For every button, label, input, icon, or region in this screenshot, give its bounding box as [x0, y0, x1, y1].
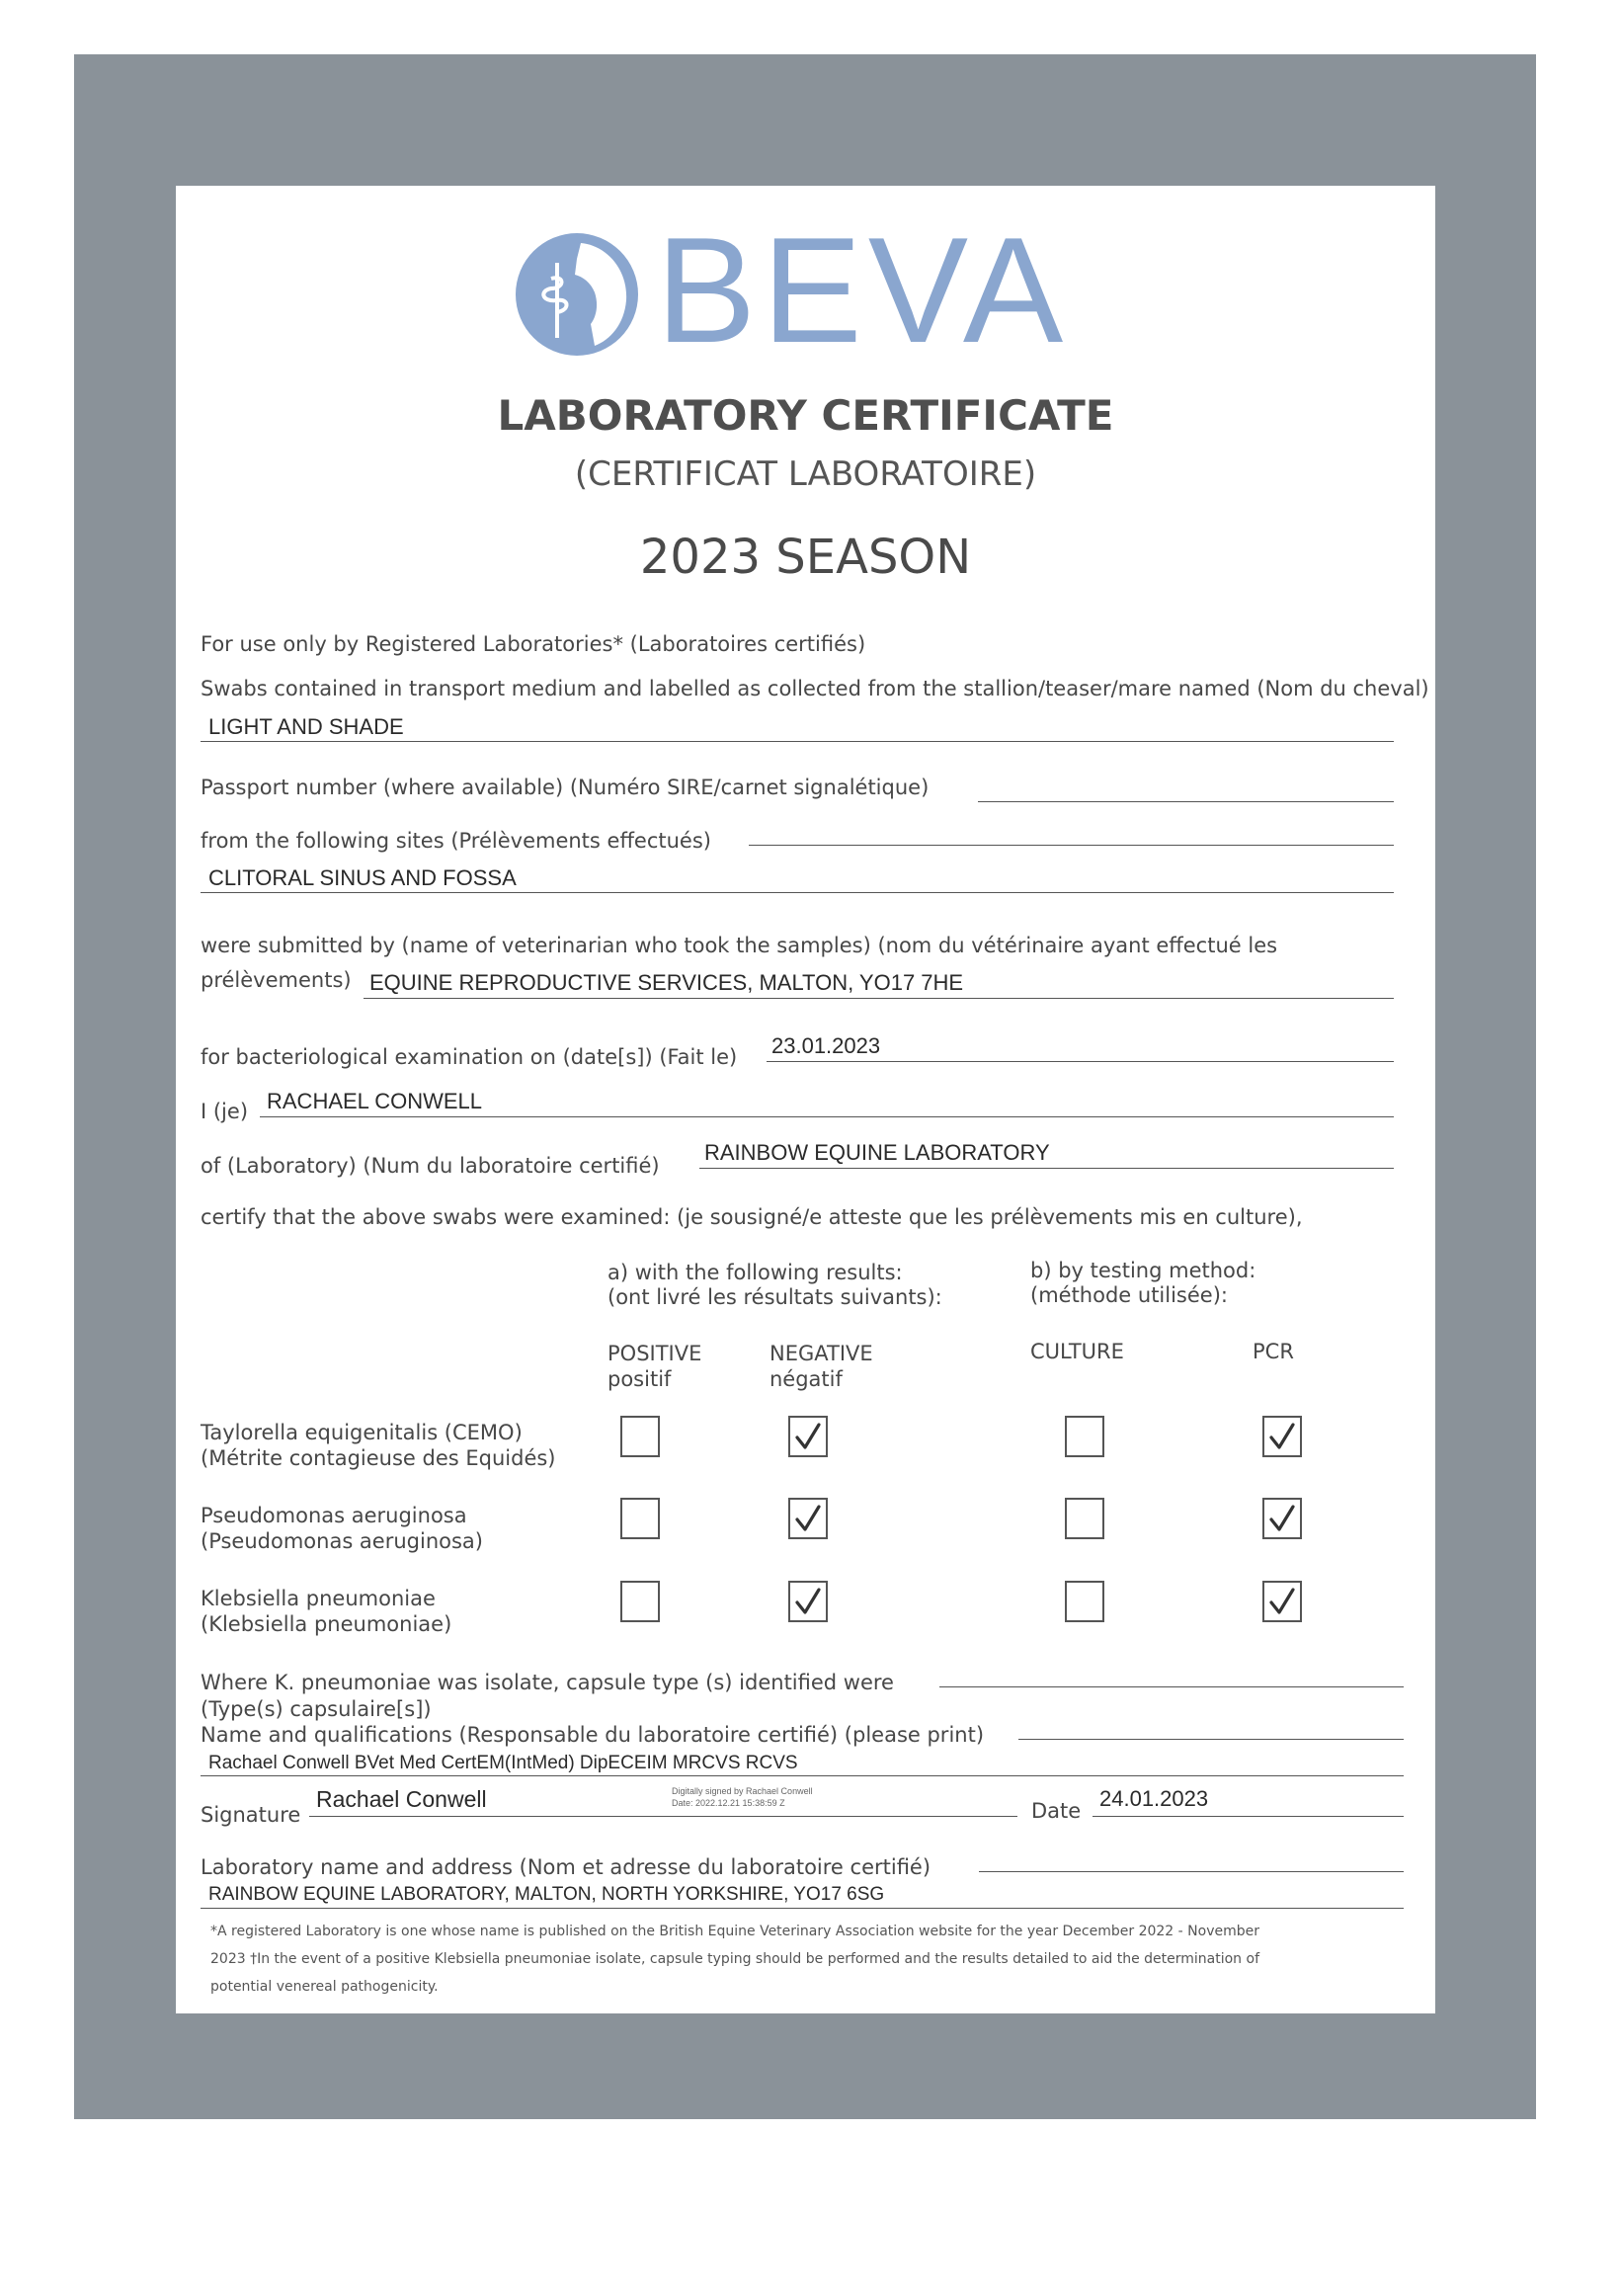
lab-label: of (Laboratory) (Num du laboratoire certifié) — [201, 1154, 660, 1178]
checkbox-row-1-negative[interactable] — [788, 1416, 828, 1457]
i-line — [260, 1116, 1394, 1117]
col-b-heading-1: b) by testing method: — [1030, 1259, 1256, 1282]
signature-label: Signature — [201, 1803, 301, 1827]
certificate-sheet — [176, 186, 1435, 2013]
row-3-name: Klebsiella pneumoniae — [201, 1587, 436, 1610]
season-title: 2023 SEASON — [639, 530, 972, 585]
passport-line — [978, 801, 1394, 802]
col-a-heading-1: a) with the following results: — [607, 1261, 903, 1284]
checkbox-row-1-positive[interactable] — [620, 1416, 660, 1457]
footnote-line-2: 2023 †In the event of a positive Klebsiella pneumoniae isolate, capsule typing should be performed and the results detailed to aid the determination of — [210, 1951, 1259, 1967]
submitted-label-2: prélèvements) — [201, 968, 352, 992]
date-value: 24.01.2023 — [1099, 1786, 1209, 1811]
beva-logo — [512, 206, 1104, 374]
lab-value: RAINBOW EQUINE LABORATORY — [704, 1140, 1050, 1165]
negative-header: NEGATIVE — [769, 1342, 873, 1365]
i-label: I (je) — [201, 1100, 249, 1123]
horse-head-caduceus-icon — [512, 229, 642, 360]
page-subtitle: (CERTIFICAT LABORATOIRE) — [574, 454, 1037, 494]
page-title: LABORATORY CERTIFICATE — [497, 391, 1114, 440]
exam-date-line — [767, 1061, 1394, 1062]
signature-line — [309, 1816, 1017, 1817]
positive-header: POSITIVE — [607, 1342, 702, 1365]
passport-label: Passport number (where available) (Numéro SIRE/carnet signalétique) — [201, 776, 930, 799]
digital-signature-line-1: Digitally signed by Rachael Conwell — [672, 1786, 813, 1796]
capsule-label-fr: (Type(s) capsulaire[s]) — [201, 1697, 432, 1721]
lab-address-label-line — [979, 1871, 1404, 1872]
col-b-heading-2: (méthode utilisée): — [1030, 1283, 1228, 1307]
checkbox-row-2-positive[interactable] — [620, 1498, 660, 1539]
checkmark-icon — [794, 1587, 822, 1616]
qualifications-label: Name and qualifications (Responsable du laboratoire certifié) (please print) — [201, 1723, 985, 1747]
culture-header: CULTURE — [1030, 1340, 1124, 1363]
positive-header-fr: positif — [607, 1367, 672, 1391]
qualifications-label-line — [1018, 1739, 1404, 1740]
lab-address-line — [201, 1908, 1404, 1909]
digital-signature-line-2: Date: 2022.12.21 15:38:59 Z — [672, 1798, 785, 1808]
row-1-name-fr: (Métrite contagieuse des Equidés) — [201, 1446, 556, 1470]
footnote-line-1: *A registered Laboratory is one whose name is published on the British Equine Veterinary Association website for the year December 2022 - November — [210, 1924, 1259, 1939]
checkbox-row-3-pcr[interactable] — [1262, 1581, 1302, 1622]
lab-address-label: Laboratory name and address (Nom et adresse du laboratoire certifié) — [201, 1855, 931, 1879]
checkbox-row-2-pcr[interactable] — [1262, 1498, 1302, 1539]
swabs-label: Swabs contained in transport medium and labelled as collected from the stallion/teaser/mare named (Nom du cheval) — [201, 677, 1429, 700]
row-2-name: Pseudomonas aeruginosa — [201, 1504, 467, 1527]
exam-label: for bacteriological examination on (date[s]) (Fait le) — [201, 1045, 738, 1069]
sites-label: from the following sites (Prélèvements effectués) — [201, 829, 711, 853]
horse-name-value: LIGHT AND SHADE — [208, 714, 404, 739]
checkmark-icon — [1268, 1587, 1296, 1616]
checkmark-icon — [794, 1422, 822, 1451]
certify-text: certify that the above swabs were examined: (je sousigné/e atteste que les prélèvements mis en culture), — [201, 1205, 1303, 1229]
lab-line — [699, 1168, 1394, 1169]
signature-value: Rachael Conwell — [316, 1786, 487, 1812]
sites-value: CLITORAL SINUS AND FOSSA — [208, 865, 517, 890]
qualifications-value: Rachael Conwell BVet Med CertEM(IntMed) DipECEIM MRCVS RCVS — [208, 1753, 798, 1773]
checkbox-row-1-pcr[interactable] — [1262, 1416, 1302, 1457]
footnote-line-3: potential venereal pathogenicity. — [210, 1979, 439, 1995]
horse-name-line — [201, 741, 1394, 742]
submitted-line — [364, 998, 1394, 999]
capsule-line — [939, 1686, 1404, 1687]
checkbox-row-3-negative[interactable] — [788, 1581, 828, 1622]
beva-wordmark: BEVA — [656, 206, 1070, 374]
date-label: Date — [1031, 1799, 1082, 1823]
col-a-heading-2: (ont livré les résultats suivants): — [607, 1285, 942, 1309]
row-3-name-fr: (Klebsiella pneumoniae) — [201, 1612, 452, 1636]
checkbox-row-2-negative[interactable] — [788, 1498, 828, 1539]
checkmark-icon — [1268, 1504, 1296, 1533]
exam-date-value: 23.01.2023 — [771, 1033, 881, 1058]
intro-line: For use only by Registered Laboratories* (Laboratoires certifiés) — [201, 632, 866, 656]
checkbox-row-1-culture[interactable] — [1065, 1416, 1104, 1457]
checkbox-row-3-culture[interactable] — [1065, 1581, 1104, 1622]
row-1-name: Taylorella equigenitalis (CEMO) — [201, 1421, 523, 1444]
row-2-name-fr: (Pseudomonas aeruginosa) — [201, 1529, 483, 1553]
lab-address-value: RAINBOW EQUINE LABORATORY, MALTON, NORTH YORKSHIRE, YO17 6SG — [208, 1884, 885, 1905]
sites-label-line — [749, 845, 1394, 846]
submitted-value: EQUINE REPRODUCTIVE SERVICES, MALTON, YO17 7HE — [369, 970, 964, 995]
checkmark-icon — [1268, 1422, 1296, 1451]
pcr-header: PCR — [1253, 1340, 1294, 1363]
date-line — [1093, 1816, 1404, 1817]
i-value: RACHAEL CONWELL — [267, 1089, 483, 1113]
qualifications-line — [201, 1775, 1404, 1776]
checkmark-icon — [794, 1504, 822, 1533]
submitted-label-1: were submitted by (name of veterinarian who took the samples) (nom du vétérinaire ayant effectué les — [201, 934, 1278, 957]
sites-value-line — [201, 892, 1394, 893]
checkbox-row-3-positive[interactable] — [620, 1581, 660, 1622]
checkbox-row-2-culture[interactable] — [1065, 1498, 1104, 1539]
capsule-label: Where K. pneumoniae was isolate, capsule type (s) identified were — [201, 1671, 894, 1694]
negative-header-fr: négatif — [769, 1367, 843, 1391]
